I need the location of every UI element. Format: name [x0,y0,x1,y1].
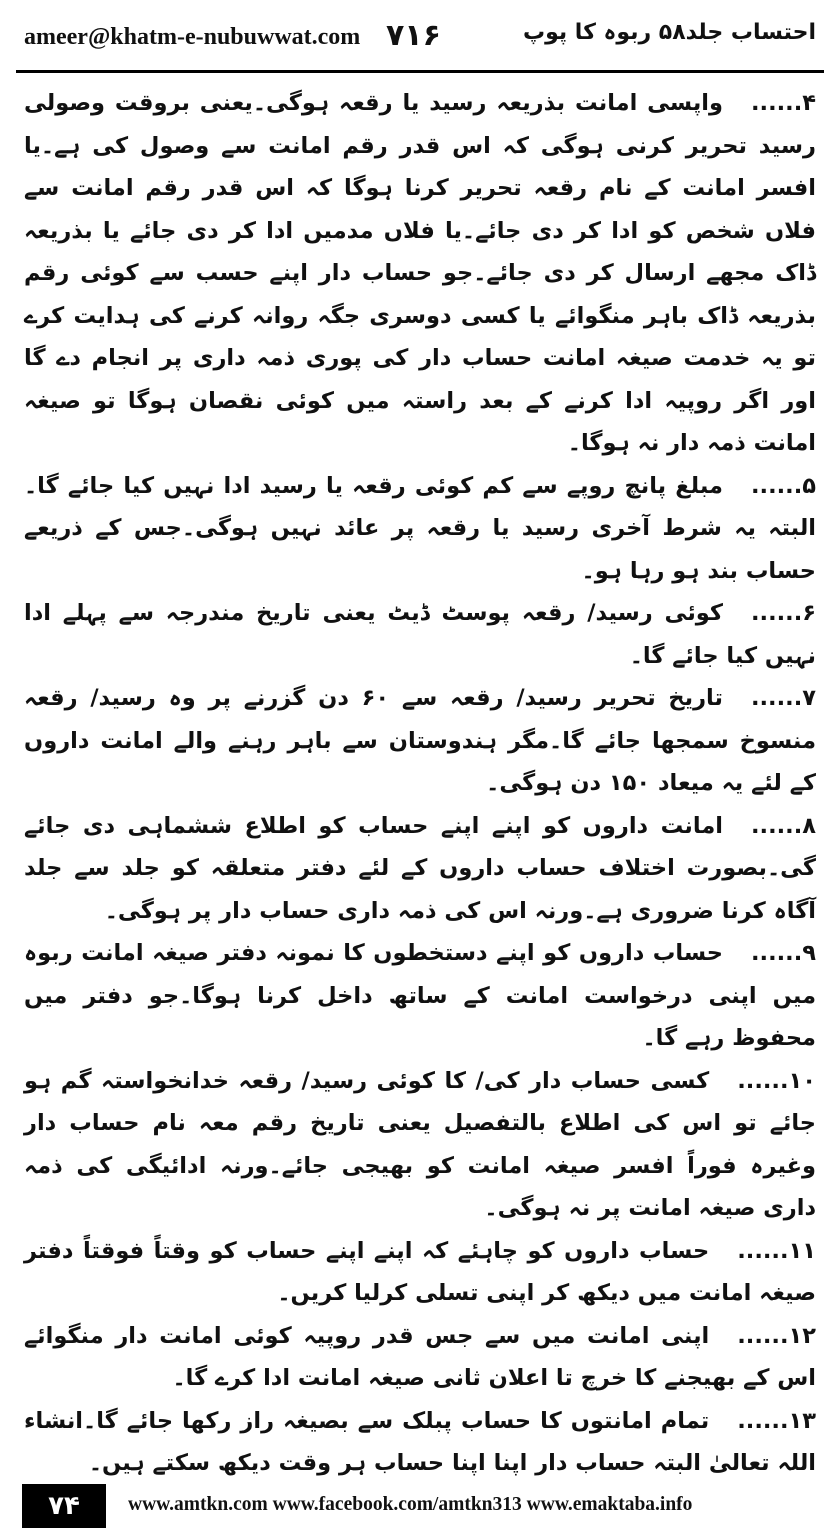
clause-number: ۱۱...... [737,1237,816,1264]
clause-number: ۱۰...... [737,1067,816,1094]
clause-text: اپنی امانت میں سے جس قدر روپیہ کوئی امانت دار منگوائے اس کے بھیجنے کا خرچ تا اعلان ثانی صیغہ امانت ادا کرے گا۔ [24,1322,816,1391]
clause-paragraph [24,1315,816,1400]
clause-text: کوئی رسید/ رقعہ پوسٹ ڈیٹ یعنی تاریخ مندرجہ سے پہلے ادا نہیں کیا جائے گا۔ [24,600,816,669]
clause-text: امانت داروں کو اپنے اپنے حساب کو اطلاع ششماہی دی جائے گی۔بصورت اختلاف حساب داروں کے لئے دفتر متعلقہ کو جلد سے جلد آگاہ کرنا ضروری ہے۔ورنہ اس کی ذمہ داری حساب دار پر ہوگی۔ [24,812,816,924]
page-footer [16,1484,824,1528]
clause-number: ۹...... [750,940,816,966]
header-rule [16,70,824,73]
clause-paragraph [24,805,816,933]
page-number: ۷۱۶ [386,18,441,53]
clause-text: تمام امانتوں کا حساب پبلک سے بصیغہ راز رکھا جائے گا۔انشاء اللہ تعالیٰ البتہ حساب دار اپنا اپنا حساب ہر وقت دیکھ سکتے ہیں۔ [24,1407,816,1476]
page-body [24,82,816,1485]
clause-paragraph [24,677,816,805]
clause-paragraph [24,1060,816,1230]
header-email: ameer@khatm-e-nubuwwat.com [24,24,361,50]
clause-text: کسی حساب دار کی/ کا کوئی رسید/ رقعہ خدانخواستہ گم ہو جائے تو اس کی اطلاع بالتفصیل یعنی تاریخ رقم معہ نام حساب دار وغیرہ فوراً افسر صیغہ امانت کو بھیجی جائے۔ورنہ ادائیگی کی ذمہ داری صیغہ امانت پر نہ ہوگی۔ [24,1067,816,1221]
clause-number: ۶...... [750,600,816,626]
clause-paragraph [24,82,816,465]
footer-links: www.amtkn.com www.facebook.com/amtkn313 www.emaktaba.info [128,1494,693,1515]
page-header [16,18,824,64]
clause-text: مبلغ پانچ روپے سے کم کوئی رقعہ یا رسید ادا نہیں کیا جائے گا۔البتہ یہ شرط آخری رسید یا رقعہ پر عائد نہیں ہوگی۔جس کے ذریعے حساب بند ہو رہا ہو۔ [24,472,816,584]
clause-number: ۸...... [750,812,816,839]
clause-paragraph [24,465,816,593]
clause-paragraph [24,932,816,1060]
clause-paragraph [24,1400,816,1485]
clause-text: تاریخ تحریر رسید/ رقعہ سے ۶۰ دن گزرنے پر وہ رسید/ رقعہ منسوخ سمجھا جائے گا۔مگر ہندوستان سے باہر رہنے والے امانت داروں کے لئے یہ میعاد ۱۵۰ دن ہوگی۔ [24,685,816,796]
clause-number: ۵...... [750,472,816,499]
clause-text: واپسی امانت بذریعہ رسید یا رقعہ ہوگی۔یعنی بروقت وصولی رسید تحریر کرنی ہوگی کہ اس قدر رقم امانت سے وصول کی ہے۔یا افسر امانت کے نام رقعہ تحریر کرنا ہوگا کہ اس قدر رقم امانت سے فلاں شخص کو ادا کر دی جائے۔یا فلاں مدمیں ادا کر دی جائے یا بذریعہ ڈاک مجھے ارسال کر دی جائے۔جو حساب دار اپنے حسب سے کوئی رقم بذریعہ ڈاک باہر منگوائے یا کسی دوسری جگہ روانہ کرنے کی ہدایت کرے تو یہ خدمت صیغہ امانت حساب دار کی پوری ذمہ داری پر انجام دے گا اور اگر روپیہ ادا کرنے کے بعد راستہ میں کوئی نقصان ہوگا تو صیغہ امانت ذمہ دار نہ ہوگا۔ [24,90,816,456]
clause-paragraph [24,592,816,677]
clause-number: ۱۳...... [737,1407,816,1434]
footer-page-badge: ۷۴ [22,1484,106,1528]
clause-paragraph [24,1230,816,1315]
clause-text: حساب داروں کو چاہئے کہ اپنے اپنے حساب کو وقتاً فوقتاً دفتر صیغہ امانت میں دیکھ کر اپنی تسلی کرلیا کریں۔ [24,1237,816,1306]
clause-text: حساب داروں کو اپنے دستخطوں کا نمونہ دفتر صیغہ امانت ربوہ میں اپنی درخواست امانت کے ساتھ داخل کرنا ہوگا۔جو دفتر میں محفوظ رہے گا۔ [24,940,816,1051]
clause-number: ۴...... [750,90,816,116]
clause-number: ۷...... [750,685,816,711]
clause-number: ۱۲...... [737,1322,816,1349]
book-title: احتساب جلد۵۸ ربوہ کا پوپ [522,20,816,45]
